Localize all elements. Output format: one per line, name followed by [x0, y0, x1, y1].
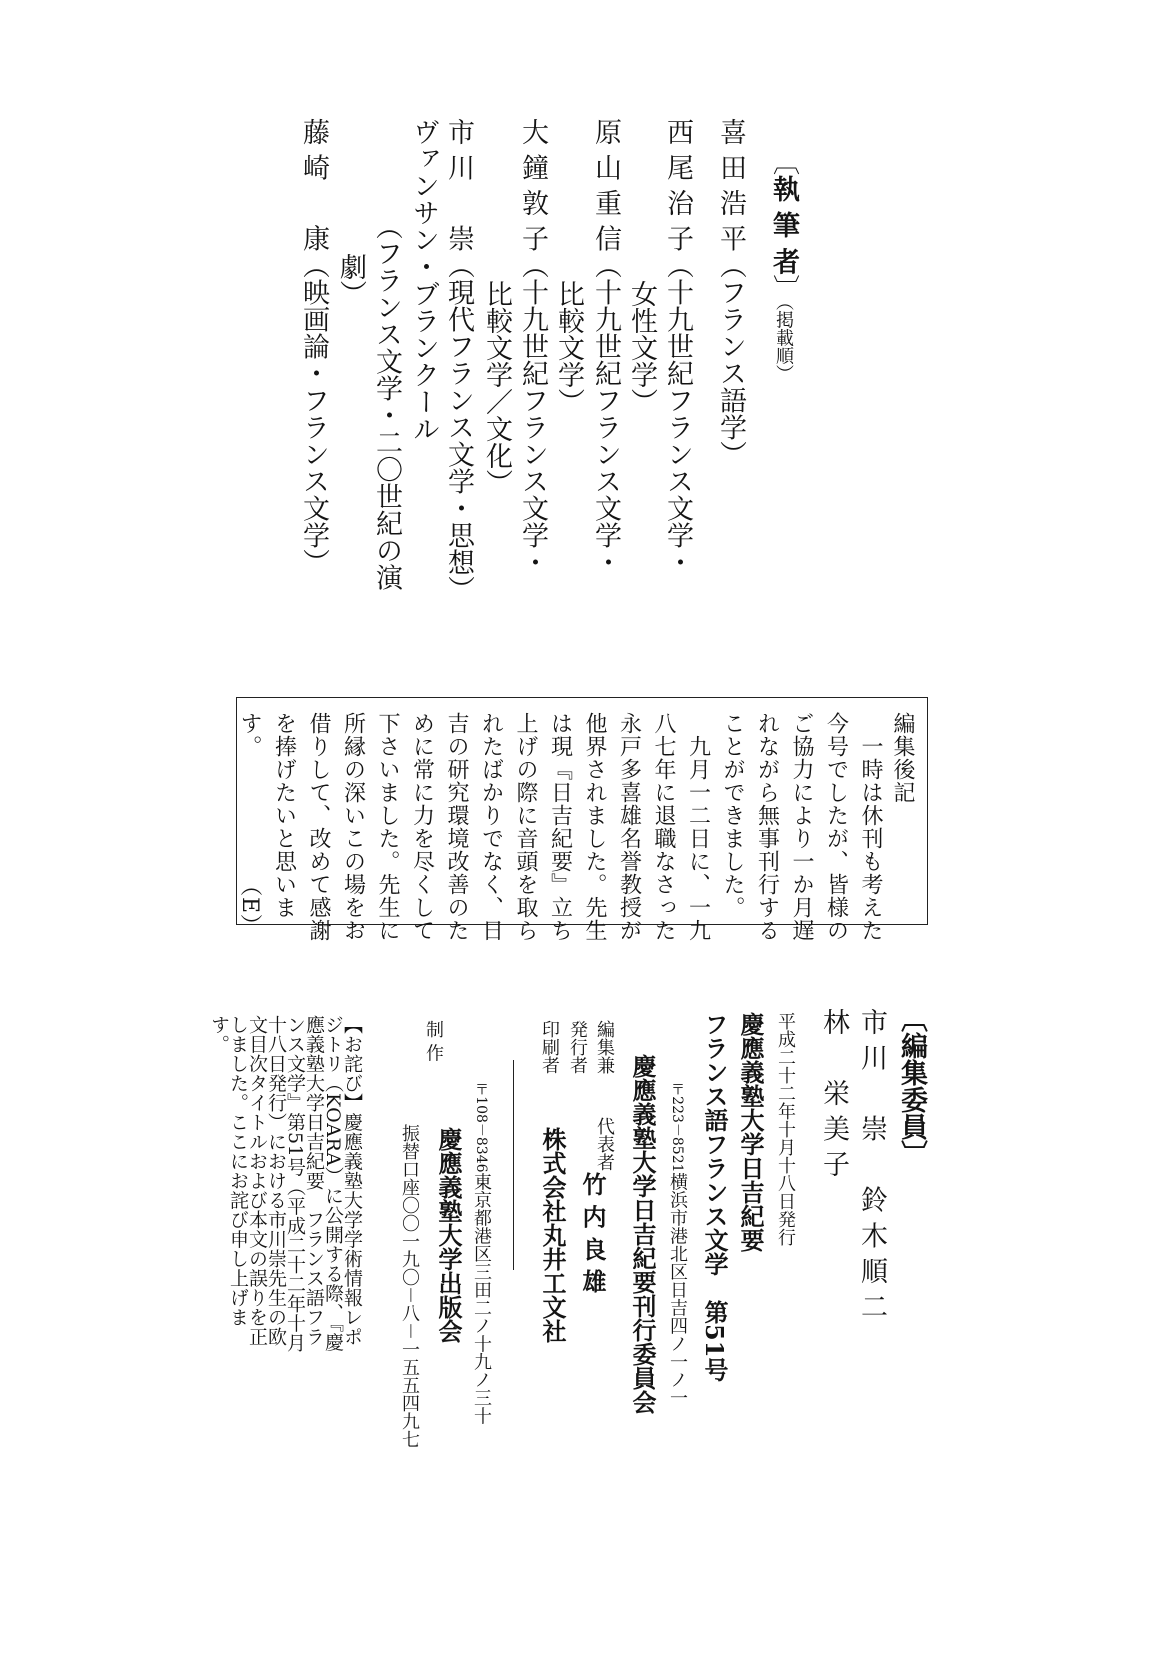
contributor-line-1: 喜 田 浩 平（フランス語学）	[715, 118, 746, 468]
postscript-column: れながら無事刊行する	[754, 712, 780, 942]
postscript-column: 永戸多喜雄名誉教授が	[616, 712, 642, 942]
postscript-column: 借りして、改めて感謝	[306, 712, 331, 942]
postscript-column: は現『日吉紀要』立ち	[547, 712, 573, 942]
postscript-column: 上げの際に音頭を取ら	[513, 712, 538, 942]
contributor-line-11: 劇）	[335, 118, 366, 307]
editor-address-line	[668, 1072, 702, 1407]
postscript-column: 吉の研究環境改善のた	[444, 712, 469, 942]
editors-heading: 〔編集委員〕	[896, 1005, 927, 1167]
committee-name: 慶應義塾大学日吉紀要刊行委員会	[628, 1054, 657, 1414]
postscript-column: 所縁の深いこの場をお	[340, 712, 366, 942]
address-1: 横浜市港北区日吉四ノ一ノ一	[667, 1172, 688, 1407]
production-address-line	[472, 1072, 506, 1425]
colophon-divider	[513, 1060, 514, 1270]
postscript-column: 下さいました。先生に	[375, 712, 400, 942]
contributor-line-6: 大 鐘 敦 子（十九世紀フランス文学・	[517, 118, 548, 576]
postal-code-1: 〒223－8521	[669, 1082, 685, 1173]
contributor-line-7: 比較文学／文化）	[481, 118, 512, 496]
contributor-line-9: ヴァンサン・ブランクール	[408, 118, 439, 442]
postscript-column: 他界されました。先生	[582, 712, 607, 942]
representative-label: 代表者	[594, 1117, 615, 1171]
postscript-column: 九月一二日に、一九	[685, 712, 711, 942]
contributor-line-2: 西 尾 治 子（十九世紀フランス文学・	[662, 118, 693, 576]
transfer-account: 振替口座〇〇一九〇－八－一五五四九七	[399, 1124, 420, 1448]
postscript-column: 今号でしたが、皆様の	[823, 712, 849, 942]
contributor-line-10: （フランス文学・二〇世紀の演	[371, 118, 402, 591]
postscript-column: す。 （E）	[237, 712, 262, 938]
postscript-column: 八七年に退職なさった	[651, 712, 676, 942]
contributors-heading	[770, 148, 797, 383]
postscript-column: れたばかりでなく、日	[478, 712, 504, 942]
press-name: 慶應義塾大学出版会	[434, 1127, 463, 1343]
heading-bracket-open: 〔	[768, 148, 799, 175]
contributor-line-4: 原 山 重 信（十九世紀フランス文学・	[590, 118, 621, 576]
heading-bracket-close: 〕	[768, 274, 799, 302]
contributors-heading-note: （掲載順）	[773, 301, 794, 383]
postscript-column: ことができました。	[720, 712, 745, 919]
postscript-column: を捧げたいと思いま	[271, 712, 297, 919]
contributor-line-5: 比較文学）	[553, 118, 584, 415]
publication-date: 平成二十二年十月十八日発行	[775, 1012, 796, 1246]
role-publisher-label: 発行者	[567, 1020, 588, 1074]
contributor-line-3: 女性文学）	[626, 118, 657, 415]
contributors-heading-text: 執 筆 者	[768, 175, 799, 275]
printer-name: 株式会社丸井工文社	[538, 1127, 567, 1343]
postscript-column: めに常に力を尽くして	[409, 712, 435, 942]
journal-title: フランス語フランス文学 第51号	[700, 1012, 729, 1382]
address-2: 東京都港区三田二ノ十九ノ三十	[471, 1172, 492, 1425]
postscript-title: 編集後記	[890, 712, 915, 804]
contributor-line-12: 藤 崎 康（映画論・フランス文学）	[298, 118, 329, 576]
postscript-box	[236, 697, 928, 942]
apology-notice: 【お詫び】慶應義塾大学学術情報レポジトリ（KOARA）に公開する際、『慶應義塾大学日吉紀要 フランス語フランス文学』第51号（平成二十二年十月十八日発行）における市川崇先生の欧文目次タイトルおよび本文の誤りを正しました。ここにお詫び申し上げます。	[208, 1015, 363, 1353]
postal-code-2: 〒108－8346	[473, 1082, 489, 1173]
editors-line-1: 市 川 崇 鈴 木 順 二	[856, 1008, 887, 1320]
representative-name: 竹 内 良 雄	[578, 1172, 607, 1294]
role-editor-label: 編集兼	[594, 1020, 615, 1074]
postscript-column: ご協力により一か月遅	[789, 712, 814, 942]
role-printer-label: 印刷者	[539, 1020, 560, 1074]
contributor-line-8: 市 川 崇（現代フランス文学・思想）	[443, 118, 474, 603]
postscript-column: 一時は休刊も考えた	[858, 712, 883, 942]
journal-name: 慶應義塾大学日吉紀要	[736, 1012, 765, 1252]
editors-line-2: 林 栄 美 子	[818, 1008, 849, 1178]
role-production-label: 制 作	[423, 1020, 444, 1062]
